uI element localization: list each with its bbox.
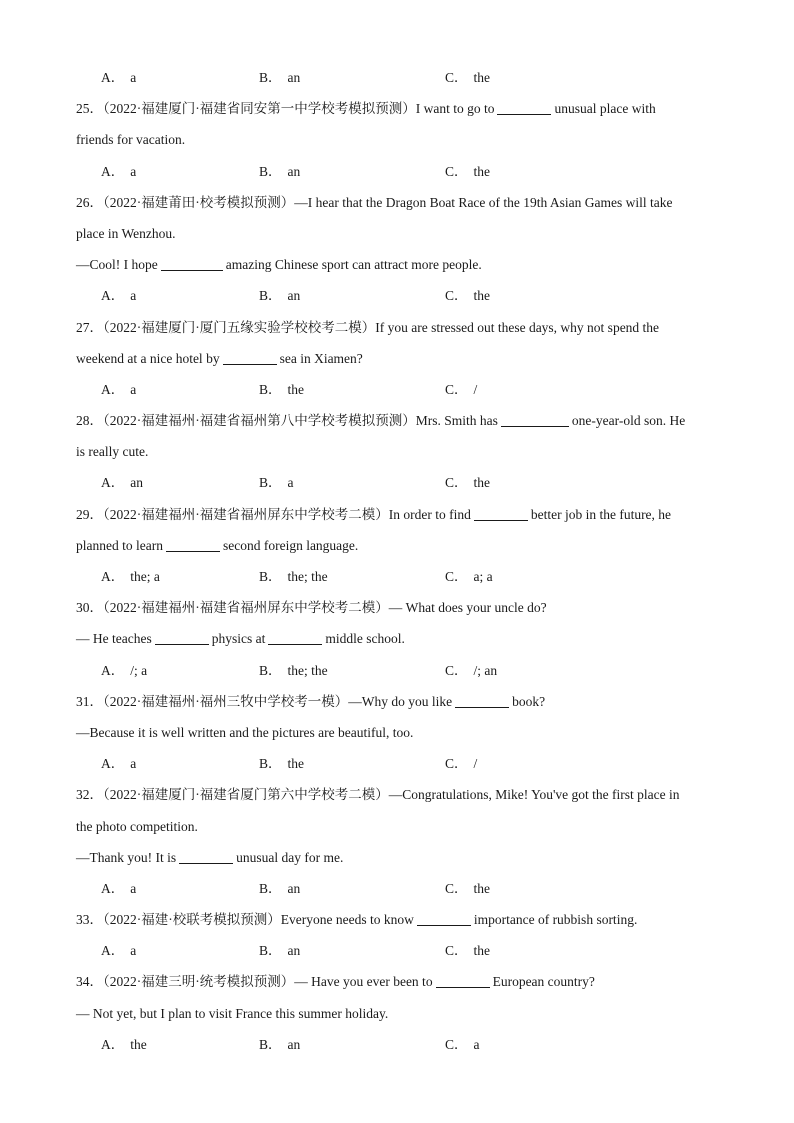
option-a[interactable]: [101, 280, 136, 311]
option-letter: B．: [259, 569, 282, 584]
option-letter: C．: [445, 163, 468, 179]
text-fragment: 31．（2022·福建福州·福州三牧中学校考一模）—Why do you like: [76, 693, 453, 709]
option-c[interactable]: [445, 280, 490, 311]
option-text: the: [473, 943, 491, 959]
option-text: a: [130, 70, 137, 85]
option-text: an: [287, 163, 301, 179]
option-b[interactable]: [259, 62, 300, 93]
option-text: /: [473, 381, 478, 397]
option-letter: A．: [101, 381, 125, 397]
exam-page: [76, 62, 716, 1060]
answer-options: [76, 561, 716, 592]
option-letter: B．: [259, 288, 282, 304]
option-letter: A．: [101, 943, 125, 959]
text-fragment: 34．（2022·福建三明·统考模拟预测）— Have you ever been to: [76, 974, 433, 990]
question-stem: [76, 686, 716, 717]
option-c[interactable]: [445, 156, 490, 187]
text-fragment: 30．（2022·福建福州·福建省福州屏东中学校考二模）— What does your uncle do?: [76, 600, 547, 616]
option-letter: C．: [445, 943, 468, 959]
option-text: the: [473, 880, 491, 896]
answer-blank: [417, 911, 471, 926]
text-fragment: 32．（2022·福建厦门·福建省厦门第六中学校考二模）—Congratulations, Mike! You've got the first place in: [76, 787, 680, 803]
option-letter: C．: [445, 662, 468, 678]
option-b[interactable]: [259, 467, 294, 498]
option-letter: A．: [101, 756, 125, 772]
answer-options: [76, 280, 716, 311]
option-b[interactable]: [259, 655, 328, 686]
question-text-line: [76, 436, 716, 467]
option-c[interactable]: [445, 1029, 480, 1060]
question-block: [76, 966, 716, 1060]
answer-options: [76, 156, 716, 187]
option-a[interactable]: [101, 748, 136, 779]
text-fragment: —Because it is well written and the pictures are beautiful, too.: [76, 724, 414, 740]
question-text-line: [76, 717, 716, 748]
question-block: [76, 93, 716, 187]
text-fragment: sea in Xiamen?: [279, 350, 363, 366]
option-letter: B．: [259, 475, 282, 491]
question-block: [76, 405, 716, 499]
text-fragment: importance of rubbish sorting.: [473, 912, 638, 928]
option-a[interactable]: [101, 1029, 147, 1060]
option-text: the: [130, 1036, 147, 1052]
option-c[interactable]: [445, 873, 490, 904]
option-letter: B．: [259, 943, 282, 959]
option-c[interactable]: [445, 935, 490, 966]
option-letter: A．: [101, 1036, 125, 1052]
option-letter: C．: [445, 475, 468, 491]
option-letter: B．: [259, 70, 282, 85]
option-text: a: [473, 1036, 480, 1052]
question-stem: [76, 592, 716, 623]
option-letter: C．: [445, 70, 468, 85]
option-letter: B．: [259, 756, 282, 772]
option-a[interactable]: [101, 374, 136, 405]
option-letter: C．: [445, 288, 468, 304]
answer-blank: [474, 506, 528, 521]
option-letter: C．: [445, 1036, 468, 1052]
option-a[interactable]: [101, 62, 136, 93]
option-c[interactable]: [445, 748, 477, 779]
text-fragment: unusual place with: [554, 101, 656, 117]
text-fragment: 25．（2022·福建厦门·福建省同安第一中学校考模拟预测）I want to go to: [76, 101, 495, 117]
question-block: [76, 499, 716, 593]
option-letter: B．: [259, 662, 282, 678]
question-text-line: [76, 811, 716, 842]
option-text: the: [473, 163, 491, 179]
text-fragment: — He teaches: [76, 631, 152, 647]
option-c[interactable]: [445, 467, 490, 498]
option-c[interactable]: [445, 561, 493, 592]
answer-blank: [268, 630, 322, 645]
question-stem: [76, 966, 716, 997]
text-fragment: one-year-old son. He: [571, 413, 686, 429]
answer-blank: [155, 630, 209, 645]
question-text-line: [76, 218, 716, 249]
option-text: the: [473, 288, 491, 304]
option-text: a; a: [473, 569, 493, 584]
text-fragment: 27．（2022·福建厦门·厦门五缘实验学校校考二模）If you are stressed out these days, why not spend the: [76, 319, 660, 335]
option-letter: A．: [101, 70, 125, 85]
option-a[interactable]: [101, 561, 160, 592]
option-a[interactable]: [101, 935, 136, 966]
text-fragment: is really cute.: [76, 444, 149, 460]
text-fragment: middle school.: [325, 631, 405, 647]
option-text: a: [130, 756, 137, 772]
option-text: the; a: [130, 569, 160, 584]
answer-options: [76, 1029, 716, 1060]
option-text: a: [130, 880, 137, 896]
option-letter: C．: [445, 756, 468, 772]
text-fragment: place in Wenzhou.: [76, 225, 176, 241]
question-block: [76, 62, 716, 93]
option-b[interactable]: [259, 748, 304, 779]
question-block: [76, 779, 716, 904]
option-text: /; an: [473, 662, 498, 678]
text-fragment: planned to learn: [76, 537, 163, 553]
option-text: a: [130, 288, 137, 304]
option-text: /: [473, 756, 478, 772]
option-letter: C．: [445, 569, 468, 584]
question-text-line: [76, 623, 716, 654]
answer-options: [76, 62, 716, 93]
option-text: a: [130, 943, 137, 959]
text-fragment: 26．（2022·福建莆田·校考模拟预测）—I hear that the Dragon Boat Race of the 19th Asian Games will take: [76, 194, 673, 210]
option-text: /; a: [130, 662, 148, 678]
option-letter: B．: [259, 1036, 282, 1052]
option-c[interactable]: [445, 62, 490, 93]
answer-options: [76, 374, 716, 405]
option-letter: B．: [259, 880, 282, 896]
option-letter: A．: [101, 880, 125, 896]
text-fragment: better job in the future, he: [530, 506, 672, 522]
option-b[interactable]: [259, 561, 328, 592]
option-text: an: [287, 880, 301, 896]
question-stem: [76, 93, 716, 124]
option-a[interactable]: [101, 156, 136, 187]
option-a[interactable]: [101, 655, 147, 686]
option-b[interactable]: [259, 935, 300, 966]
option-text: the; the: [287, 569, 328, 584]
option-text: the; the: [287, 662, 328, 678]
text-fragment: the photo competition.: [76, 818, 198, 834]
text-fragment: friends for vacation.: [76, 132, 186, 148]
option-b[interactable]: [259, 280, 300, 311]
answer-options: [76, 467, 716, 498]
text-fragment: — Not yet, but I plan to visit France this summer holiday.: [76, 1005, 389, 1021]
answer-blank: [161, 256, 223, 271]
option-b[interactable]: [259, 1029, 300, 1060]
question-block: [76, 187, 716, 312]
option-letter: A．: [101, 475, 125, 491]
option-letter: A．: [101, 662, 125, 678]
option-text: an: [130, 475, 143, 491]
option-text: the: [287, 756, 305, 772]
question-text-line: [76, 530, 716, 561]
option-b[interactable]: [259, 156, 300, 187]
answer-blank: [455, 693, 509, 708]
text-fragment: book?: [512, 693, 546, 709]
answer-blank: [436, 973, 490, 988]
question-stem: [76, 405, 716, 436]
option-a[interactable]: [101, 467, 143, 498]
option-text: the: [473, 70, 491, 85]
option-text: an: [287, 943, 301, 959]
text-fragment: 29．（2022·福建福州·福建省福州屏东中学校考二模）In order to find: [76, 506, 471, 522]
answer-blank: [223, 350, 277, 365]
option-b[interactable]: [259, 873, 300, 904]
question-text-line: [76, 998, 716, 1029]
question-text-line: [76, 343, 716, 374]
option-a[interactable]: [101, 873, 136, 904]
text-fragment: second foreign language.: [222, 537, 359, 553]
question-text-line: [76, 249, 716, 280]
answer-blank: [166, 537, 220, 552]
question-block: [76, 312, 716, 406]
question-block: [76, 592, 716, 686]
text-fragment: European country?: [492, 974, 595, 990]
text-fragment: 33．（2022·福建·校联考模拟预测）Everyone needs to know: [76, 912, 414, 928]
text-fragment: weekend at a nice hotel by: [76, 350, 220, 366]
option-text: an: [287, 1036, 301, 1052]
option-text: the: [287, 381, 305, 397]
text-fragment: unusual day for me.: [236, 849, 344, 865]
question-text-line: [76, 124, 716, 155]
option-text: the: [473, 475, 491, 491]
option-letter: C．: [445, 381, 468, 397]
option-letter: A．: [101, 288, 125, 304]
answer-options: [76, 935, 716, 966]
answer-blank: [179, 849, 233, 864]
answer-options: [76, 748, 716, 779]
option-letter: C．: [445, 880, 468, 896]
option-b[interactable]: [259, 374, 304, 405]
question-stem: [76, 312, 716, 343]
option-letter: A．: [101, 163, 125, 179]
question-block: [76, 904, 716, 966]
option-text: a: [130, 381, 137, 397]
answer-blank: [497, 100, 551, 115]
option-letter: B．: [259, 163, 282, 179]
answer-blank: [501, 412, 569, 427]
question-stem: [76, 904, 716, 935]
question-stem: [76, 779, 716, 810]
option-text: an: [287, 288, 301, 304]
text-fragment: —Thank you! It is: [76, 849, 177, 865]
question-text-line: [76, 842, 716, 873]
text-fragment: —Cool! I hope: [76, 257, 158, 273]
question-block: [76, 686, 716, 780]
option-c[interactable]: [445, 374, 477, 405]
option-text: a: [287, 475, 294, 491]
text-fragment: amazing Chinese sport can attract more people.: [225, 257, 482, 273]
option-letter: B．: [259, 381, 282, 397]
text-fragment: physics at: [211, 631, 266, 647]
answer-options: [76, 655, 716, 686]
question-stem: [76, 187, 716, 218]
option-c[interactable]: [445, 655, 497, 686]
option-letter: A．: [101, 569, 125, 584]
question-stem: [76, 499, 716, 530]
text-fragment: 28．（2022·福建福州·福建省福州第八中学校考模拟预测）Mrs. Smith has: [76, 413, 498, 429]
option-text: an: [287, 70, 301, 85]
option-text: a: [130, 163, 137, 179]
answer-options: [76, 873, 716, 904]
